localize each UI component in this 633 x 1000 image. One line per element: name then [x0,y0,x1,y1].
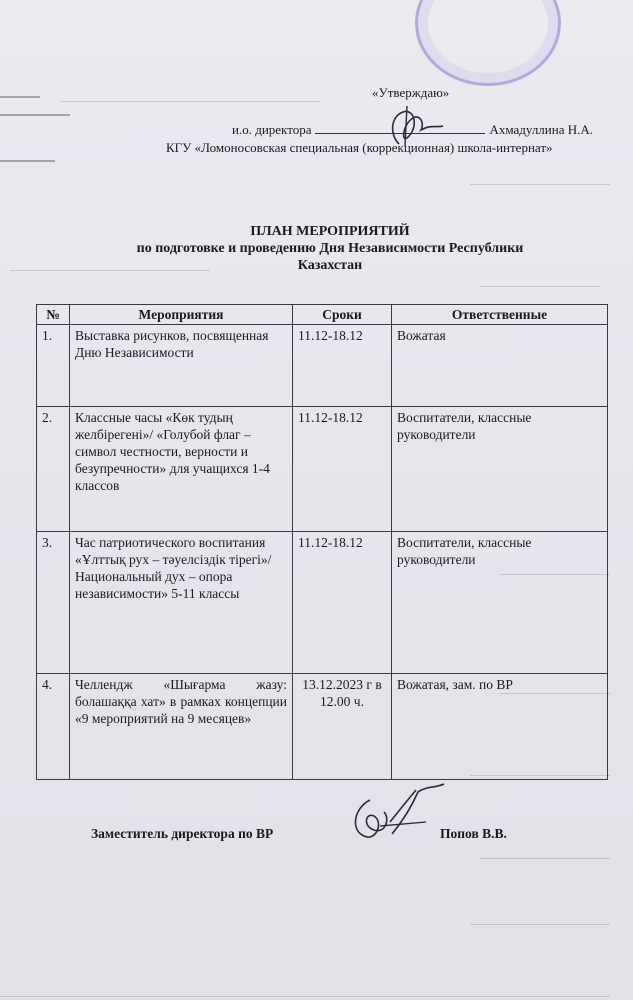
director-name: Ахмадуллина Н.А. [489,122,594,137]
title-line: по подготовке и проведению Дня Независимости Республики [136,241,524,256]
scan-streak [0,114,70,116]
event-cell: Час патриотического воспитания «Ұлттық рух – тәуелсіздік тірегі»/Национальный дух – опора независимости» 5-11 классы [70,532,293,674]
director-prefix: и.о. директора [232,122,312,137]
table-row [37,325,608,407]
column-header: Сроки [293,305,392,325]
scan-streak [480,858,610,859]
responsible-cell: Воспитатели, классные руководители [392,407,608,532]
row-number: 1. [37,325,70,407]
deputy-position: Заместитель директора по ВР [91,826,274,841]
deputy-signature [340,782,450,852]
scan-streak [470,924,610,925]
responsible-cell: Вожатая [392,325,608,407]
table-header-row [37,305,608,325]
deputy-name: Попов В.В. [440,826,507,841]
scan-streak [480,286,600,287]
scan-streak [470,184,610,185]
scan-streak [60,101,320,102]
dates-cell: 11.12-18.12 [293,325,392,407]
column-header: № [37,305,70,325]
column-header: Мероприятия [70,305,293,325]
scan-streak [0,96,40,98]
table-row [37,532,608,674]
table-row [37,674,608,780]
events-table [36,304,608,780]
scan-streak [0,160,55,162]
scan-streak [0,996,610,997]
title-line: Казахстан [297,258,363,273]
row-number: 2. [37,407,70,532]
organization-name: КГУ «Ломоносовская специальная (коррекционная) школа-интернат» [166,140,553,155]
event-cell: Классные часы «Көк тудың желбірегені»/ «Голубой флаг – символ честности, верности и безупречности» для учащихся 1-4 классов [70,407,293,532]
event-cell: Выставка рисунков, посвященная Дню Независимости [70,325,293,407]
approval-label: «Утверждаю» [372,85,450,100]
dates-cell: 11.12-18.12 [293,407,392,532]
column-header: Ответственные [392,305,608,325]
title-line: ПЛАН МЕРОПРИЯТИЙ [250,224,410,239]
responsible-cell: Воспитатели, классные руководители [392,532,608,674]
row-number: 4. [37,674,70,780]
dates-cell: 13.12.2023 г в 12.00 ч. [293,674,392,780]
row-number: 3. [37,532,70,674]
event-cell: Челлендж «Шығарма жазу: болашаққа хат» в рамках концепции «9 мероприятий на 9 месяцев» [70,674,293,780]
dates-cell: 11.12-18.12 [293,532,392,674]
official-stamp [415,0,561,86]
table-row [37,407,608,532]
document-title [60,223,600,274]
responsible-cell: Вожатая, зам. по ВР [392,674,608,780]
